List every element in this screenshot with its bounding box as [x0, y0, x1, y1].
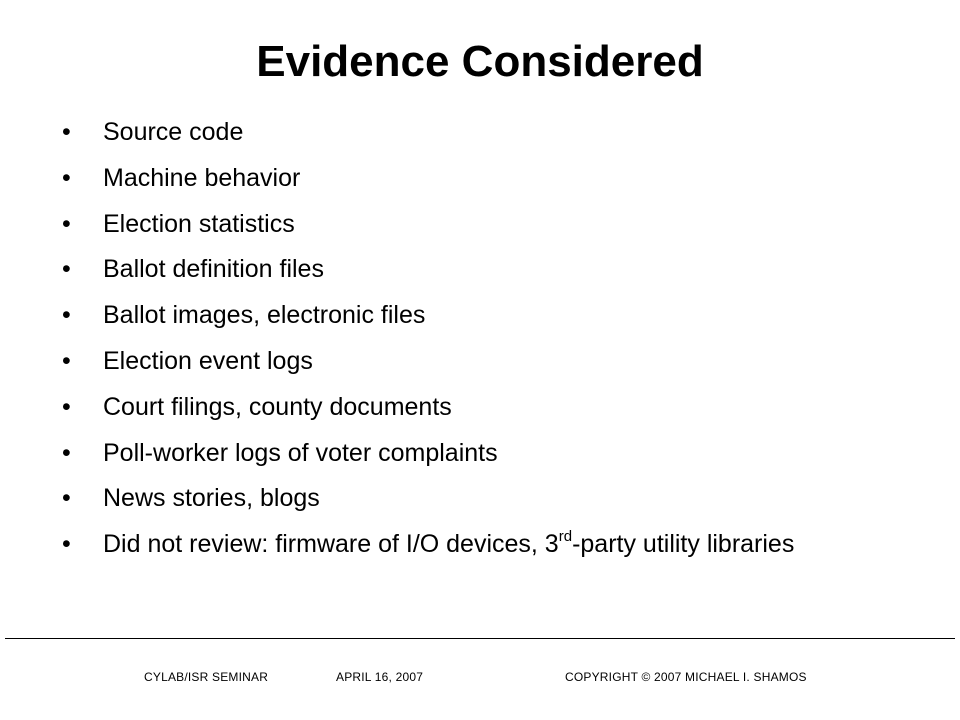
- list-item: [62, 483, 922, 513]
- footer-divider: [5, 638, 955, 639]
- bullet-icon: •: [62, 438, 71, 467]
- list-item-text: Election event logs: [103, 346, 313, 375]
- bullet-list: [62, 117, 922, 575]
- bullet-icon: •: [62, 346, 71, 375]
- bullet-icon: •: [62, 255, 71, 284]
- bullet-icon: •: [62, 118, 71, 146]
- list-item-text: Ballot images, electronic files: [103, 301, 426, 330]
- list-item-text-part: -party utility libraries: [572, 530, 795, 559]
- list-item: [62, 529, 922, 559]
- bullet-icon: •: [62, 392, 71, 421]
- list-item-text: Election statistics: [103, 209, 295, 238]
- list-item: [62, 209, 922, 239]
- list-item: [62, 300, 922, 330]
- list-item-text: Source code: [103, 118, 244, 146]
- bullet-icon: •: [62, 484, 71, 513]
- slide-title: Evidence Considered: [256, 37, 704, 86]
- list-item: [62, 392, 922, 422]
- list-item: [62, 163, 922, 193]
- bullet-icon: •: [62, 301, 71, 330]
- ordinal-superscript: rd: [558, 528, 573, 546]
- list-item-text: Poll-worker logs of voter complaints: [103, 438, 498, 467]
- footer-date: APRIL 16, 2007: [336, 670, 424, 684]
- list-item: [62, 117, 922, 147]
- list-item-text: Ballot definition files: [103, 255, 324, 284]
- list-item: [62, 346, 922, 376]
- list-item-text: [103, 529, 883, 559]
- bullet-icon: •: [62, 163, 71, 192]
- footer-seminar: CYLAB/ISR SEMINAR: [144, 670, 269, 684]
- list-item-text-part: Did not review: firmware of I/O devices, 3: [103, 530, 559, 559]
- list-item-text: News stories, blogs: [103, 484, 320, 513]
- list-item-text: Court filings, county documents: [103, 392, 452, 421]
- bullet-icon: •: [62, 209, 71, 238]
- list-item: [62, 438, 922, 468]
- footer-copyright: COPYRIGHT © 2007 MICHAEL I. SHAMOS: [565, 670, 807, 684]
- bullet-icon: •: [62, 530, 71, 559]
- list-item: [62, 254, 922, 284]
- list-item-text: Machine behavior: [103, 163, 301, 192]
